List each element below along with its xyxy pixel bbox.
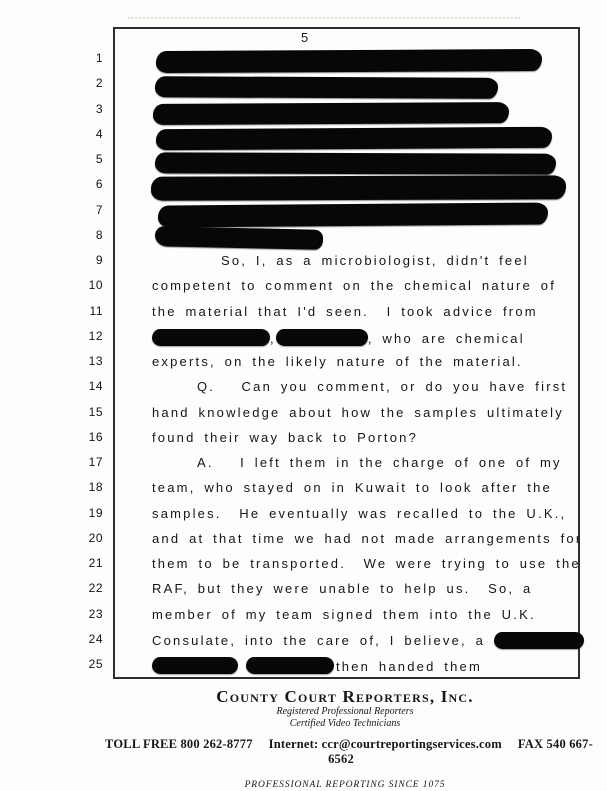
line-text: A. I left them in the charge of one of my [197, 455, 562, 470]
transcript-line [0, 502, 607, 527]
redaction-bar [152, 657, 238, 674]
redaction-bar [155, 152, 556, 174]
transcript-line [0, 476, 607, 501]
line-text: So, I, as a microbiologist, didn't feel [221, 253, 529, 268]
line-number: 24 [88, 631, 103, 646]
company-name: County Court Reporters, Inc. [216, 687, 474, 706]
line-number: 19 [88, 505, 103, 520]
transcript-line [0, 628, 607, 653]
transcript-line [0, 401, 607, 426]
transcript-line [0, 72, 607, 97]
line-number: 7 [95, 202, 103, 217]
line-number: 5 [95, 152, 103, 166]
internet-email: Internet: ccr@courtreportingservices.com [268, 737, 502, 751]
line-number: 10 [88, 278, 103, 293]
line-number: 2 [95, 76, 103, 91]
transcript-line [0, 552, 607, 577]
transcript-line [0, 98, 607, 123]
redaction-bar [156, 127, 552, 150]
line-text: experts, on the likely nature of the material. [152, 354, 523, 369]
line-number: 3 [95, 101, 103, 116]
redaction-bar [246, 657, 334, 674]
line-number: 16 [88, 429, 103, 444]
line-text: competent to comment on the chemical nature of [152, 278, 557, 294]
redaction-bar [155, 77, 498, 99]
line-number: 8 [95, 227, 103, 242]
line-number: 4 [95, 126, 103, 141]
line-text-fragment: then handed them [336, 659, 483, 674]
line-text [152, 657, 592, 674]
line-number: 25 [88, 657, 103, 671]
line-text-fragment: , who are chemical [367, 330, 525, 346]
line-number: 14 [88, 379, 103, 394]
line-text-fragment: , [270, 330, 276, 346]
line-number: 12 [88, 328, 103, 343]
transcript-line [0, 653, 607, 678]
transcript-line [0, 451, 607, 476]
transcript-line [0, 375, 607, 400]
line-number: 15 [88, 404, 103, 419]
transcript-line [0, 300, 607, 325]
transcript-line [0, 274, 607, 299]
line-number: 13 [88, 354, 103, 368]
transcript-line [0, 224, 607, 249]
line-text: found their way back to Porton? [152, 429, 419, 445]
line-number: 21 [88, 556, 103, 570]
toll-free: TOLL FREE 800 262-8777 [105, 737, 253, 751]
line-number: 22 [88, 581, 103, 596]
line-text: member of my team signed them into the U.K. [152, 606, 536, 622]
reporter-footer [83, 688, 607, 790]
redaction-bar [155, 226, 323, 250]
line-number: 11 [89, 303, 103, 318]
redaction-bar [152, 329, 270, 346]
line-number: 9 [95, 253, 103, 267]
line-text: them to be transported. We were trying to use the [152, 556, 581, 571]
line-text: the material that I'd seen. I took advice from [152, 303, 538, 319]
line-text: samples. He eventually was recalled to the U.K., [152, 505, 567, 521]
transcript-line [0, 148, 607, 173]
scan-artifact-line [128, 17, 520, 19]
transcript-line [0, 199, 607, 224]
transcript-line [0, 325, 607, 350]
line-number: 6 [95, 177, 103, 192]
company-tagline-1: Registered Professional Reporters [276, 706, 414, 717]
transcript-line [0, 527, 607, 552]
fax-number: FAX 540 667-6562 [328, 737, 593, 766]
line-text [152, 329, 592, 346]
line-text: and at that time we had not made arrangements for [152, 530, 583, 546]
line-text: RAF, but they were unable to help us. So, a [152, 581, 533, 597]
line-number: 18 [88, 480, 103, 495]
page-number: 5 [301, 30, 310, 45]
transcript-line [0, 350, 607, 375]
transcript-line [0, 426, 607, 451]
line-text [152, 632, 592, 649]
line-number: 20 [88, 530, 103, 545]
transcript-line [0, 173, 607, 198]
redaction-bar [276, 329, 368, 346]
redaction-bar [156, 49, 542, 73]
contact-line [83, 737, 607, 767]
line-number: 1 [95, 51, 103, 65]
line-text: Q. Can you comment, or do you have first [197, 379, 568, 395]
transcript-line [0, 47, 607, 72]
redaction-bar [151, 176, 566, 201]
transcript-line [0, 577, 607, 602]
transcript-line [0, 123, 607, 148]
line-number: 23 [88, 606, 103, 621]
transcript-line [0, 603, 607, 628]
redaction-bar [494, 632, 584, 649]
company-tagline-2: Certified Video Technicians [289, 717, 401, 729]
redaction-bar [153, 102, 509, 125]
transcript-line [0, 249, 607, 274]
company-slogan: PROFESSIONAL REPORTING SINCE 1075 [244, 780, 446, 790]
line-text: team, who stayed on in Kuwait to look after the [152, 480, 552, 496]
line-text-fragment: Consulate, into the care of, I believe, a [152, 632, 494, 648]
line-number: 17 [88, 455, 103, 469]
transcript-body [0, 47, 607, 678]
line-text: hand knowledge about how the samples ultimately [152, 404, 564, 420]
